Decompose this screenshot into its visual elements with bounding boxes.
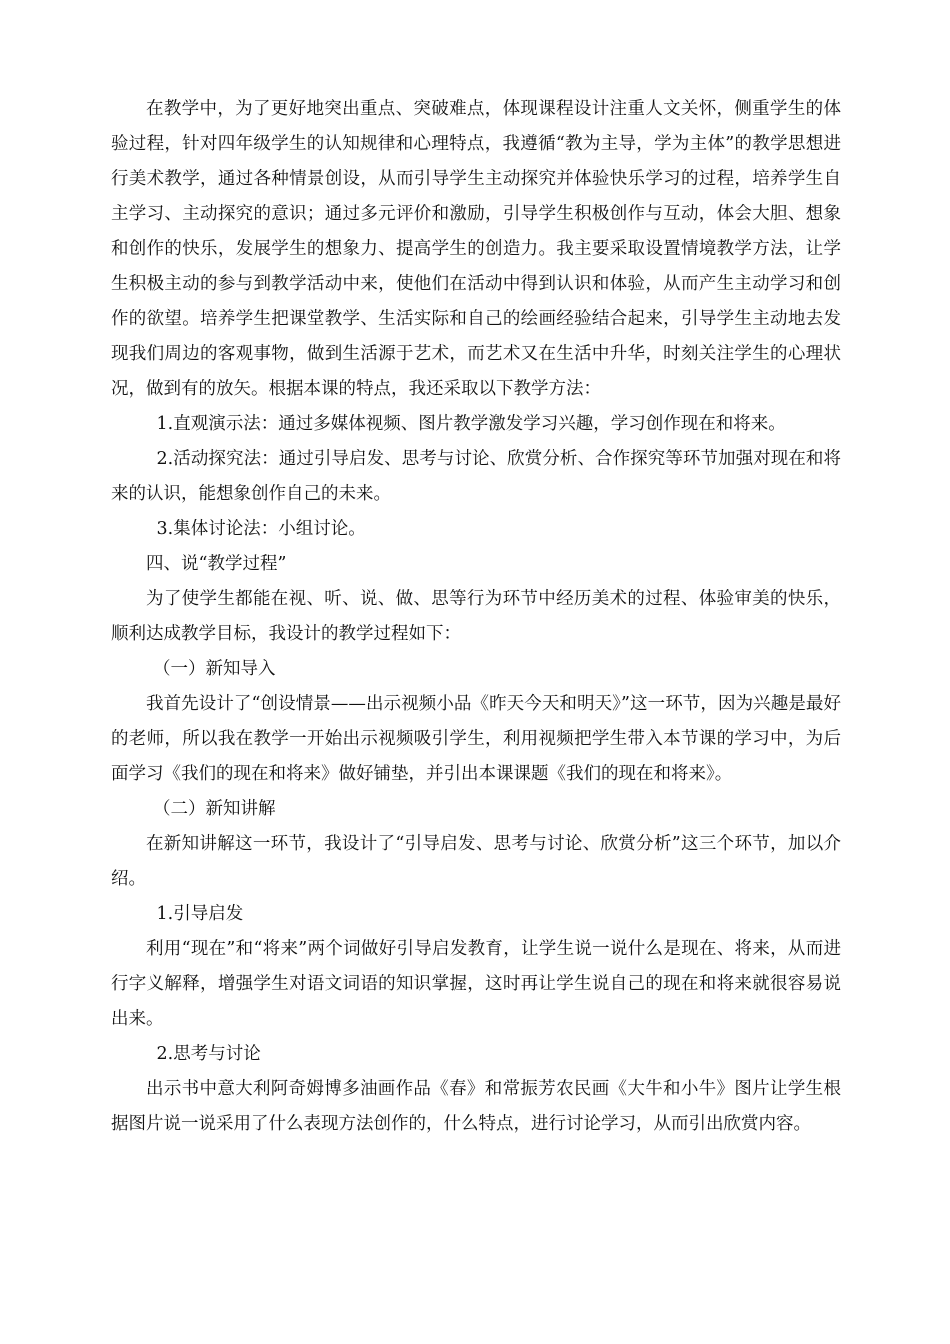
paragraph-thinking-discussion: 出示书中意大利阿奇姆博多油画作品《春》和常振芳农民画《大牛和小牛》图片让学生根据图片说一说采用了什么表现方法创作的，什么特点，进行讨论学习，从而引出欣赏内容。 [111, 1079, 841, 1134]
method-exploration: 2.活动探究法：通过引导启发、思考与讨论、欣赏分析、合作探究等环节加强对现在和将来的认识，能想象创作自己的未来。 [111, 449, 841, 504]
paragraph-explanation: 在新知讲解这一环节，我设计了“引导启发、思考与讨论、欣赏分析”这三个环节，加以介绍。 [111, 834, 841, 889]
subheading-thinking-discussion: 2.思考与讨论 [156, 1044, 261, 1064]
paragraph-guidance: 利用“现在”和“将来”两个词做好引导启发教育，让学生说一说什么是现在、将来，从而进行字义解释，增强学生对语文词语的知识掌握，这时再让学生说自己的现在和将来就很容易说出来。 [111, 939, 841, 1029]
subheading-explanation: （二）新知讲解 [153, 799, 276, 819]
method-discussion: 3.集体讨论法：小组讨论。 [156, 519, 366, 539]
subheading-guidance: 1.引导启发 [156, 904, 244, 924]
paragraph-process-intro: 为了使学生都能在视、听、说、做、思等行为环节中经历美术的过程、体验审美的快乐，顺利达成教学目标，我设计的教学过程如下： [111, 589, 841, 644]
section-heading-teaching-process: 四、说“教学过程” [146, 554, 287, 574]
method-demonstration: 1.直观演示法：通过多媒体视频、图片教学激发学习兴趣，学习创作现在和将来。 [156, 414, 786, 434]
paragraph-introduction: 我首先设计了“创设情景——出示视频小品《昨天今天和明天》”这一环节，因为兴趣是最好的老师，所以我在教学一开始出示视频吸引学生，利用视频把学生带入本节课的学习中，为后面学习《我们的现在和将来》做好铺垫，并引出本课课题《我们的现在和将来》。 [111, 694, 841, 784]
subheading-introduction: （一）新知导入 [153, 659, 276, 679]
paragraph-teaching-approach: 在教学中，为了更好地突出重点、突破难点，体现课程设计注重人文关怀，侧重学生的体验过程，针对四年级学生的认知规律和心理特点，我遵循“教为主导，学为主体”的教学思想进行美术教学，通过各种情景创设，从而引导学生主动探究并体验快乐学习的过程，培养学生自主学习、主动探究的意识；通过多元评价和激励，引导学生积极创作与互动，体会大胆、想象和创作的快乐，发展学生的想象力、提高学生的创造力。我主要采取设置情境教学方法，让学生积极主动的参与到教学活动中来，使他们在活动中得到认识和体验，从而产生主动学习和创作的欲望。培养学生把课堂教学、生活实际和自己的绘画经验结合起来，引导学生主动地去发现我们周边的客观事物，做到生活源于艺术，而艺术又在生活中升华，时刻关注学生的心理状况，做到有的放矢。根据本课的特点，我还采取以下教学方法： [111, 99, 841, 399]
document-page [111, 92, 841, 1142]
